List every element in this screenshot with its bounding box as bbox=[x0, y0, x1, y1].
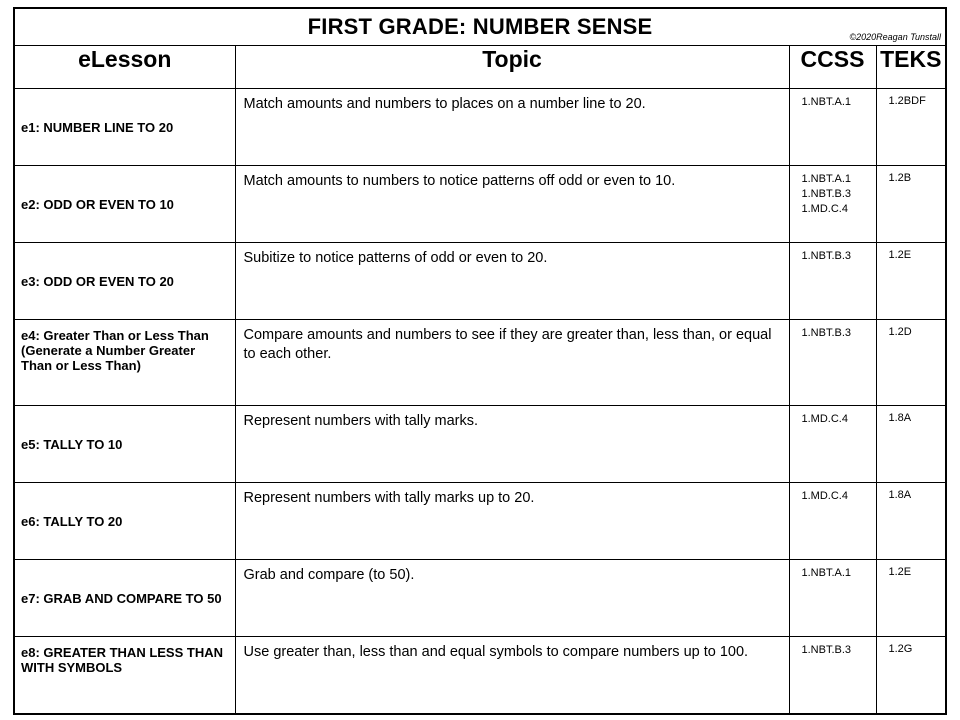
ccss-code: 1.NBT.B.3 bbox=[801, 188, 852, 200]
table-row bbox=[14, 406, 946, 483]
ccss-code: 1.MD.C.4 bbox=[801, 413, 848, 425]
lesson-cell: e7: GRAB AND COMPARE TO 50 bbox=[14, 560, 235, 637]
ccss-cell bbox=[789, 166, 876, 243]
ccss-cell bbox=[789, 89, 876, 166]
lesson-cell: e5: TALLY TO 10 bbox=[14, 406, 235, 483]
lesson-cell: e3: ODD OR EVEN TO 20 bbox=[14, 243, 235, 320]
lesson-cell: e1: NUMBER LINE TO 20 bbox=[14, 89, 235, 166]
ccss-cell bbox=[789, 406, 876, 483]
topic-cell: Use greater than, less than and equal symbols to compare numbers up to 100. bbox=[235, 637, 789, 714]
lessons-table bbox=[13, 7, 947, 715]
ccss-code: 1.NBT.B.3 bbox=[801, 644, 852, 656]
topic-cell: Match amounts and numbers to places on a number line to 20. bbox=[235, 89, 789, 166]
header-row bbox=[14, 46, 946, 89]
teks-cell: 1.2E bbox=[876, 560, 946, 637]
page-title: FIRST GRADE: NUMBER SENSE bbox=[307, 14, 653, 39]
table-row bbox=[14, 637, 946, 714]
ccss-cell bbox=[789, 243, 876, 320]
topic-cell: Match amounts to numbers to notice patterns off odd or even to 10. bbox=[235, 166, 789, 243]
ccss-code: 1.NBT.A.1 bbox=[801, 173, 852, 185]
topic-cell: Represent numbers with tally marks up to 20. bbox=[235, 483, 789, 560]
ccss-code: 1.MD.C.4 bbox=[801, 203, 848, 215]
teks-cell: 1.8A bbox=[876, 483, 946, 560]
topic-cell: Compare amounts and numbers to see if they are greater than, less than, or equal to each other. bbox=[235, 320, 789, 406]
teks-cell: 1.2G bbox=[876, 637, 946, 714]
header-teks: TEKS bbox=[876, 46, 946, 89]
ccss-cell bbox=[789, 560, 876, 637]
copyright-text: ©2020Reagan Tunstall bbox=[849, 32, 942, 42]
topic-cell: Represent numbers with tally marks. bbox=[235, 406, 789, 483]
ccss-cell bbox=[789, 637, 876, 714]
lesson-cell: e2: ODD OR EVEN TO 10 bbox=[14, 166, 235, 243]
topic-cell: Subitize to notice patterns of odd or even to 20. bbox=[235, 243, 789, 320]
lesson-cell: e8: GREATER THAN LESS THAN WITH SYMBOLS bbox=[14, 637, 235, 714]
table-row bbox=[14, 243, 946, 320]
table-row bbox=[14, 89, 946, 166]
lesson-cell: e4: Greater Than or Less Than (Generate a Number Greater Than or Less Than) bbox=[14, 320, 235, 406]
title-row bbox=[14, 8, 946, 46]
ccss-cell bbox=[789, 320, 876, 406]
header-topic: Topic bbox=[235, 46, 789, 89]
table-row bbox=[14, 320, 946, 406]
topic-cell: Grab and compare (to 50). bbox=[235, 560, 789, 637]
table-row bbox=[14, 483, 946, 560]
table-row bbox=[14, 166, 946, 243]
table-body bbox=[14, 89, 946, 714]
ccss-code: 1.NBT.A.1 bbox=[801, 567, 852, 579]
ccss-code: 1.MD.C.4 bbox=[801, 490, 848, 502]
ccss-code: 1.NBT.B.3 bbox=[801, 250, 852, 262]
table-row bbox=[14, 560, 946, 637]
title-cell bbox=[14, 8, 946, 46]
teks-cell: 1.2E bbox=[876, 243, 946, 320]
header-ccss: CCSS bbox=[789, 46, 876, 89]
teks-cell: 1.2D bbox=[876, 320, 946, 406]
ccss-cell bbox=[789, 483, 876, 560]
teks-cell: 1.2BDF bbox=[876, 89, 946, 166]
header-lesson: eLesson bbox=[14, 46, 235, 89]
ccss-code: 1.NBT.A.1 bbox=[801, 96, 852, 108]
teks-cell: 1.2B bbox=[876, 166, 946, 243]
teks-cell: 1.8A bbox=[876, 406, 946, 483]
ccss-code: 1.NBT.B.3 bbox=[801, 327, 852, 339]
lesson-cell: e6: TALLY TO 20 bbox=[14, 483, 235, 560]
